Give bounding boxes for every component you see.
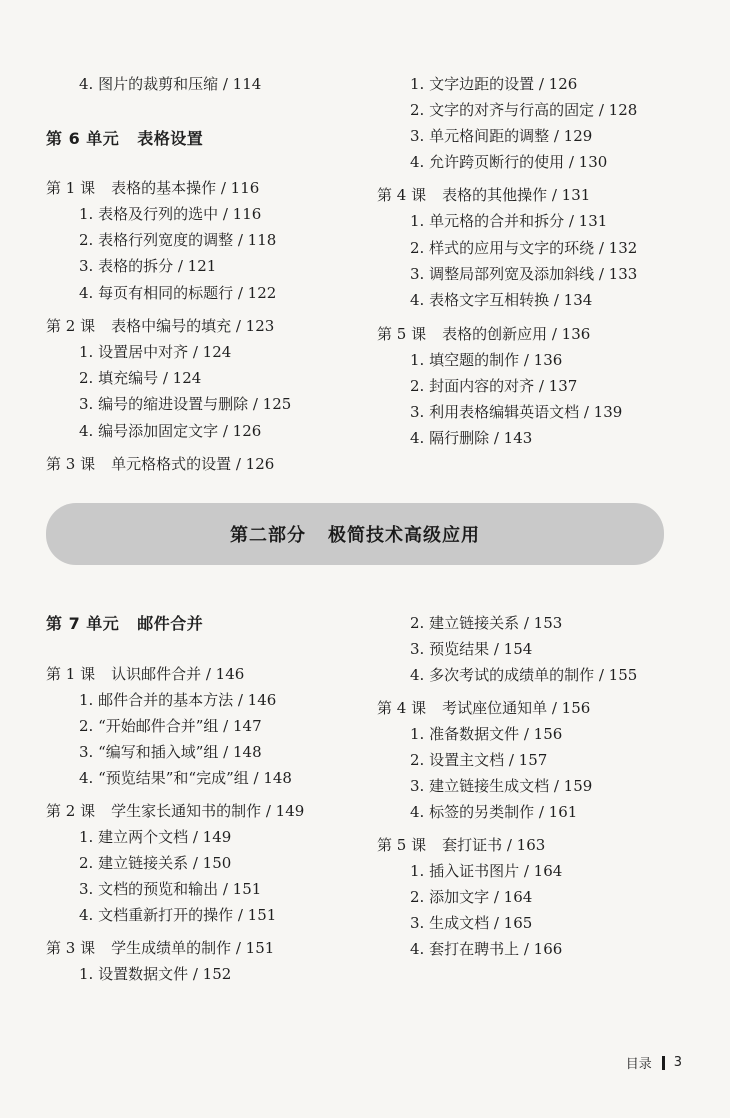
- lesson-title: 学生家长通知书的制作 / 149: [111, 802, 305, 820]
- page-number: 3: [673, 1055, 682, 1070]
- lesson-number: 第 3 课: [46, 455, 96, 473]
- toc-item: 1. 表格及行列的选中 / 116: [79, 205, 262, 223]
- toc-item: 4. 文档重新打开的操作 / 151: [79, 906, 277, 924]
- lesson-number: 第 1 课: [46, 179, 96, 197]
- toc-item: 4. 编号添加固定文字 / 126: [79, 422, 262, 440]
- toc-item: 3. 调整局部列宽及添加斜线 / 133: [410, 265, 638, 283]
- unit-heading: [46, 131, 203, 147]
- toc-item: 2. 表格行列宽度的调整 / 118: [79, 231, 277, 249]
- unit-number: 第 7 单元: [46, 614, 120, 633]
- toc-item: 1. 文字边距的设置 / 126: [410, 75, 578, 93]
- lesson-heading: [46, 941, 274, 956]
- lesson-title: 表格中编号的填充 / 123: [111, 317, 275, 335]
- lesson-title: 认识邮件合并 / 146: [111, 665, 245, 683]
- toc-item: 3. 利用表格编辑英语文档 / 139: [410, 403, 623, 421]
- toc-item: 1. 插入证书图片 / 164: [410, 862, 563, 880]
- toc-item: 3. 生成文档 / 165: [410, 914, 533, 932]
- toc-item: 4. “预览结果”和“完成”组 / 148: [79, 769, 292, 787]
- lesson-number: 第 1 课: [46, 665, 96, 683]
- lesson-heading: [377, 838, 545, 853]
- toc-item: 4. 隔行删除 / 143: [410, 429, 533, 447]
- toc-item: 3. 文档的预览和输出 / 151: [79, 880, 262, 898]
- toc-item: 2. 填充编号 / 124: [79, 369, 202, 387]
- toc-item: 1. 设置居中对齐 / 124: [79, 343, 232, 361]
- toc-item: 4. 标签的另类制作 / 161: [410, 803, 578, 821]
- part-title: 极简技术高级应用: [328, 525, 480, 546]
- toc-item: 1. 准备数据文件 / 156: [410, 725, 563, 743]
- footer-divider: [662, 1056, 665, 1070]
- toc-item: 4. 允许跨页断行的使用 / 130: [410, 153, 608, 171]
- toc-item: 3. 编号的缩进设置与删除 / 125: [79, 395, 292, 413]
- lesson-heading: [46, 804, 304, 819]
- toc-item: 4. 表格文字互相转换 / 134: [410, 291, 593, 309]
- lesson-number: 第 4 课: [377, 186, 427, 204]
- lesson-number: 第 2 课: [46, 802, 96, 820]
- toc-item: 3. “编写和插入域”组 / 148: [79, 743, 262, 761]
- toc-item: 1. 邮件合并的基本方法 / 146: [79, 691, 277, 709]
- toc-item: 2. “开始邮件合并”组 / 147: [79, 717, 262, 735]
- page-footer: [626, 1053, 682, 1072]
- lesson-title: 表格的创新应用 / 136: [442, 325, 591, 343]
- unit-title: 表格设置: [137, 129, 204, 148]
- lesson-title: 学生成绩单的制作 / 151: [111, 939, 275, 957]
- lesson-heading: [377, 701, 590, 716]
- toc-item: 3. 建立链接生成文档 / 159: [410, 777, 593, 795]
- toc-item: 1. 单元格的合并和拆分 / 131: [410, 212, 608, 230]
- toc-item: 2. 建立链接关系 / 153: [410, 614, 563, 632]
- footer-label: 目录: [625, 1057, 652, 1072]
- toc-item: 3. 预览结果 / 154: [410, 640, 533, 658]
- unit-title: 邮件合并: [137, 614, 204, 633]
- toc-item: 2. 封面内容的对齐 / 137: [410, 377, 578, 395]
- lesson-title: 表格的其他操作 / 131: [442, 186, 591, 204]
- lesson-heading: [46, 457, 274, 472]
- toc-item: 4. 多次考试的成绩单的制作 / 155: [410, 666, 638, 684]
- lesson-heading: [46, 181, 259, 196]
- toc-item: 4. 图片的裁剪和压缩 / 114: [79, 75, 262, 93]
- part-banner: [46, 503, 664, 565]
- lesson-title: 单元格格式的设置 / 126: [111, 455, 275, 473]
- lesson-title: 考试座位通知单 / 156: [442, 699, 591, 717]
- lesson-title: 套打证书 / 163: [442, 836, 546, 854]
- toc-item: 1. 建立两个文档 / 149: [79, 828, 232, 846]
- lesson-number: 第 5 课: [377, 836, 427, 854]
- part-number: 第二部分: [230, 525, 306, 546]
- toc-item: 4. 套打在聘书上 / 166: [410, 940, 563, 958]
- lesson-title: 表格的基本操作 / 116: [111, 179, 260, 197]
- lesson-heading: [46, 319, 274, 334]
- toc-item: 3. 表格的拆分 / 121: [79, 257, 217, 275]
- toc-item: 1. 填空题的制作 / 136: [410, 351, 563, 369]
- toc-item: 2. 样式的应用与文字的环绕 / 132: [410, 239, 638, 257]
- toc-item: 4. 每页有相同的标题行 / 122: [79, 284, 277, 302]
- lesson-number: 第 3 课: [46, 939, 96, 957]
- unit-number: 第 6 单元: [46, 129, 120, 148]
- unit-heading: [46, 616, 203, 632]
- lesson-number: 第 5 课: [377, 325, 427, 343]
- lesson-number: 第 2 课: [46, 317, 96, 335]
- toc-item: 2. 设置主文档 / 157: [410, 751, 548, 769]
- lesson-heading: [46, 667, 244, 682]
- toc-item: 3. 单元格间距的调整 / 129: [410, 127, 593, 145]
- lesson-heading: [377, 327, 590, 342]
- toc-item: 1. 设置数据文件 / 152: [79, 965, 232, 983]
- toc-item: 2. 建立链接关系 / 150: [79, 854, 232, 872]
- lesson-heading: [377, 188, 590, 203]
- lesson-number: 第 4 课: [377, 699, 427, 717]
- toc-item: 2. 文字的对齐与行高的固定 / 128: [410, 101, 638, 119]
- toc-item: 2. 添加文字 / 164: [410, 888, 533, 906]
